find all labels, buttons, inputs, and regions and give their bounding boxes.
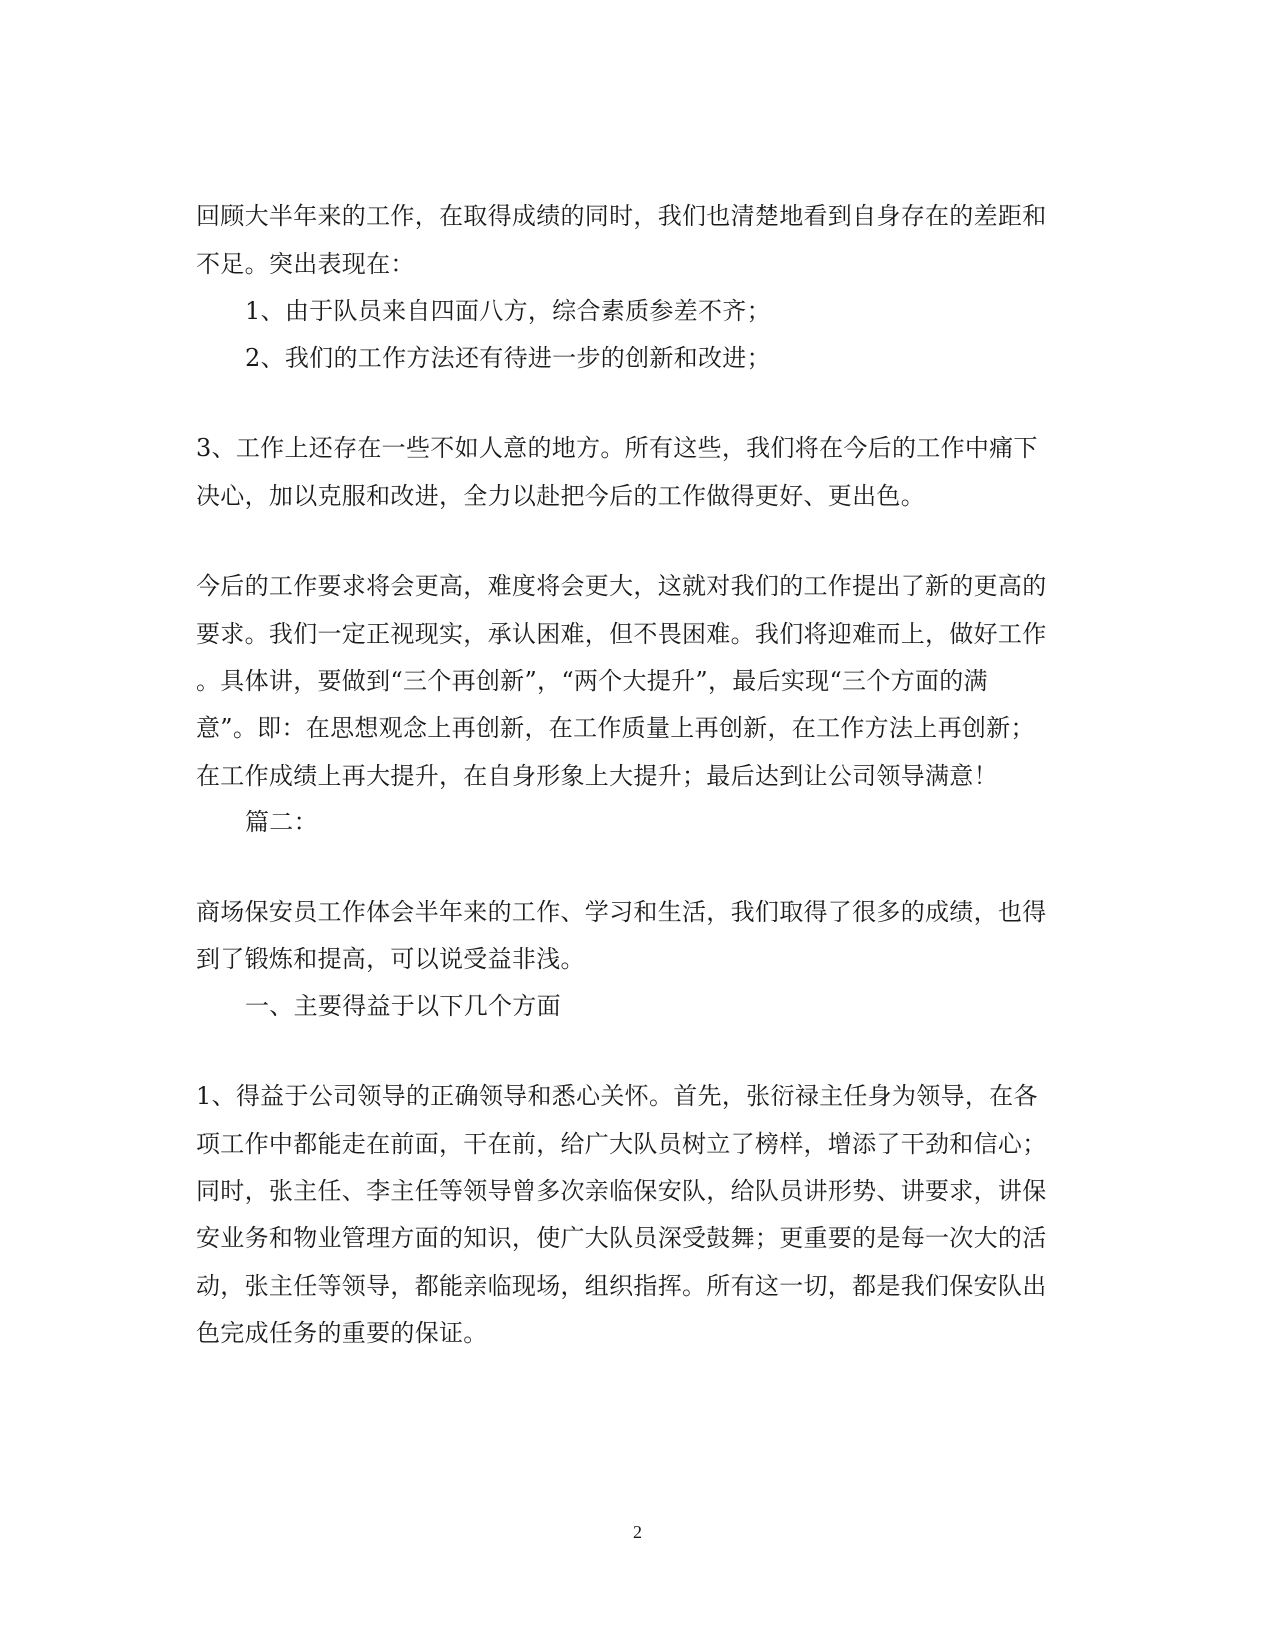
subsection-heading: 一、主要得益于以下几个方面 [245, 992, 561, 1020]
text-line: 到了锻炼和提高，可以说受益非浅。 [196, 945, 585, 973]
text-line: 要求。我们一定正视现实，承认困难，但不畏困难。我们将迎难而上，做好工作 [196, 620, 1047, 648]
text-line: 项工作中都能走在前面，干在前，给广大队员树立了榜样，增添了干劲和信心； [196, 1130, 1047, 1158]
list-item: 1、由于队员来自四面八方，综合素质参差不齐； [245, 297, 771, 325]
text-line: 1、得益于公司领导的正确领导和悉心关怀。首先，张衍禄主任身为领导，在各 [196, 1082, 1038, 1110]
section-heading: 篇二： [245, 808, 318, 836]
text-line: 色完成任务的重要的保证。 [196, 1319, 488, 1347]
text-line: 3、工作上还存在一些不如人意的地方。所有这些，我们将在今后的工作中痛下 [196, 434, 1038, 462]
page-number: 2 [633, 1522, 642, 1542]
text-line: 今后的工作要求将会更高，难度将会更大，这就对我们的工作提出了新的更高的 [196, 572, 1047, 600]
text-line: 。具体讲，要做到“三个再创新”，“两个大提升”，最后实现“三个方面的满 [196, 667, 988, 695]
text-line: 动，张主任等领导，都能亲临现场，组织指挥。所有这一切，都是我们保安队出 [196, 1272, 1047, 1300]
text-line: 商场保安员工作体会半年来的工作、学习和生活，我们取得了很多的成绩，也得 [196, 898, 1047, 926]
text-line: 决心，加以克服和改进，全力以赴把今后的工作做得更好、更出色。 [196, 482, 925, 510]
text-line: 不足。突出表现在： [196, 250, 415, 278]
text-line: 在工作成绩上再大提升，在自身形象上大提升；最后达到让公司领导满意！ [196, 762, 998, 790]
text-line: 安业务和物业管理方面的知识，使广大队员深受鼓舞；更重要的是每一次大的活 [196, 1224, 1047, 1252]
list-item: 2、我们的工作方法还有待进一步的创新和改进； [245, 344, 771, 372]
text-line: 回顾大半年来的工作，在取得成绩的同时，我们也清楚地看到自身存在的差距和 [196, 202, 1047, 230]
text-line: 意”。即：在思想观念上再创新，在工作质量上再创新，在工作方法上再创新； [196, 714, 1035, 742]
text-line: 同时，张主任、李主任等领导曾多次亲临保安队，给队员讲形势、讲要求，讲保 [196, 1177, 1047, 1205]
